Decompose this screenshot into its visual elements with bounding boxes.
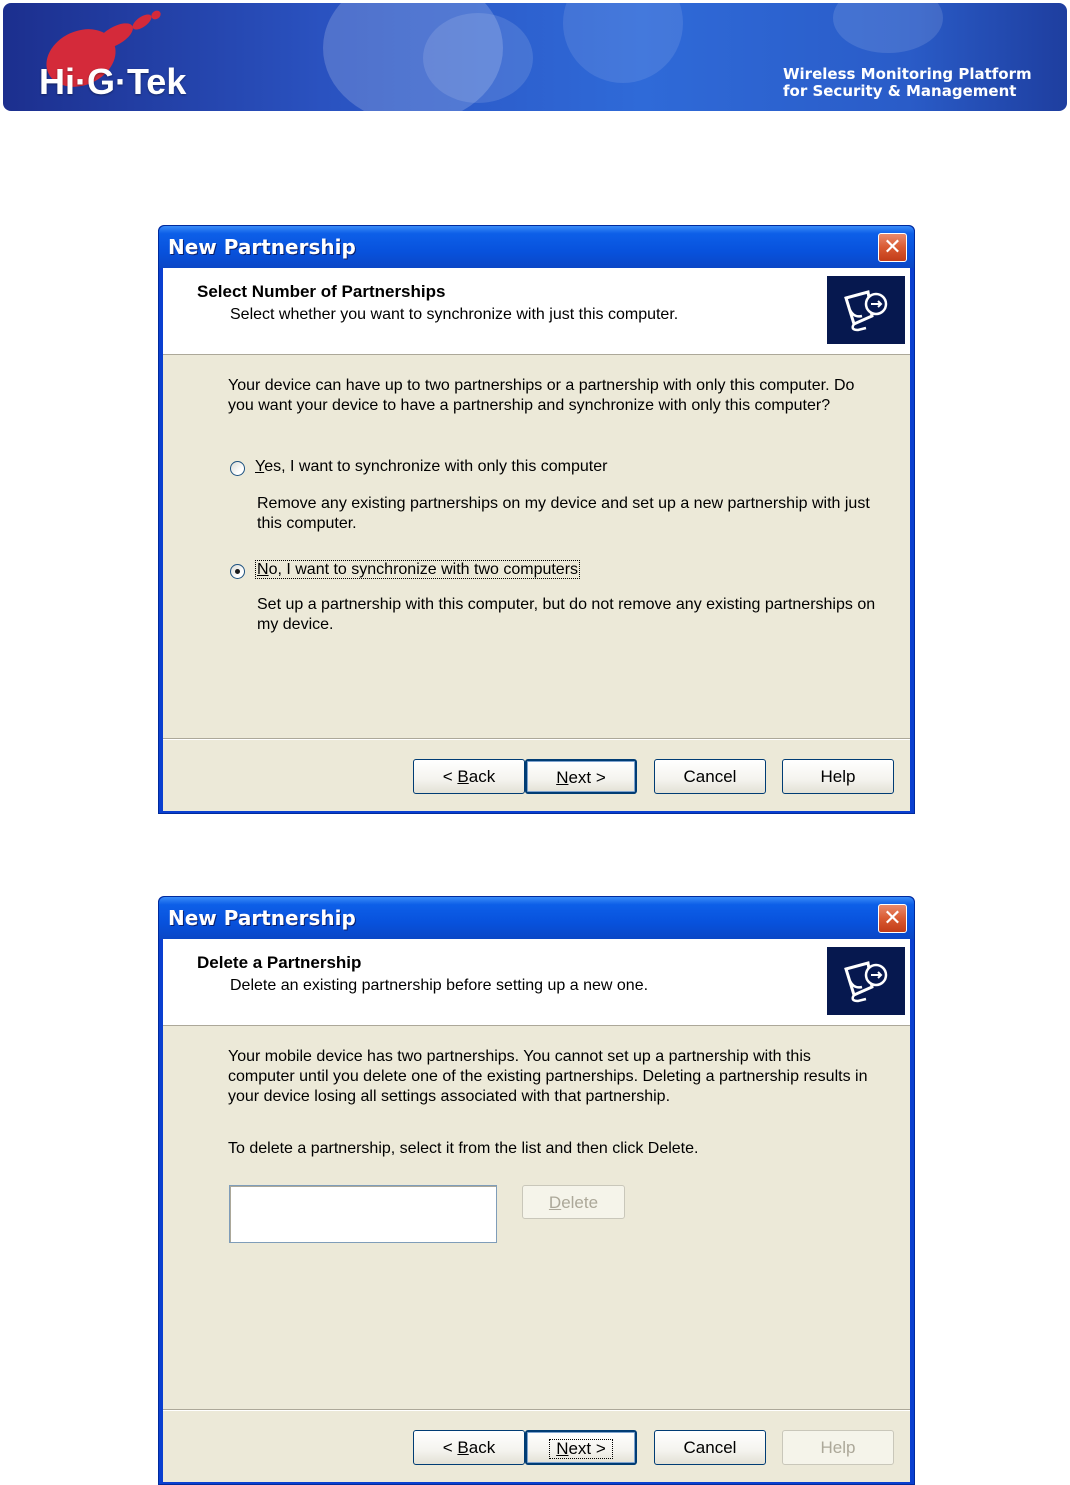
- button-label: ack: [468, 767, 496, 786]
- accelerator-key: D: [548, 1193, 562, 1212]
- brand-logo: Hi·G·Tek: [39, 61, 187, 102]
- radio-no-two-computers[interactable]: [230, 564, 245, 579]
- logo-swoosh-icon: [150, 9, 163, 21]
- button-label: <: [442, 767, 458, 786]
- radio-yes-only-this-computer[interactable]: [230, 461, 245, 476]
- description-line: my device.: [257, 616, 334, 633]
- accelerator-key: B: [457, 1438, 469, 1457]
- button-label: ext >: [568, 768, 606, 787]
- close-icon: ✕: [883, 905, 902, 930]
- close-icon: ✕: [883, 234, 902, 259]
- cancel-button[interactable]: [654, 1430, 766, 1465]
- intro-line: Your mobile device has two partnerships. You cannot set up a partnership with this: [228, 1048, 811, 1065]
- accelerator-key: N: [257, 561, 269, 578]
- button-label: Help: [820, 767, 856, 786]
- accelerator-key: Y: [255, 458, 265, 475]
- wizard-header-subtitle: Select whether you want to synchronize with just this computer.: [230, 306, 679, 323]
- brand-banner: [3, 3, 1067, 111]
- wizard-header: [163, 268, 910, 355]
- button-label: <: [442, 1438, 458, 1457]
- intro-text: [228, 376, 854, 416]
- back-button[interactable]: [413, 759, 525, 794]
- banner-decoration: [423, 13, 533, 103]
- help-button[interactable]: [782, 1430, 894, 1465]
- description-line: this computer.: [257, 515, 357, 532]
- help-button[interactable]: [782, 759, 894, 794]
- radio-label-text: o, I want to synchronize with two computers: [268, 561, 579, 578]
- option-yes-description: [257, 494, 870, 534]
- new-partnership-dialog-delete: [158, 896, 915, 1485]
- next-button[interactable]: [525, 1430, 637, 1465]
- button-separator: [163, 1409, 910, 1411]
- intro-line: computer until you delete one of the existing partnerships. Deleting a partnership results in: [228, 1068, 868, 1085]
- radio-label-text: es, I want to synchronize with only this computer: [264, 458, 608, 475]
- description-line: Remove any existing partnerships on my device and set up a new partnership with just: [257, 495, 870, 512]
- dialog-client: [163, 268, 910, 811]
- button-label: Help: [820, 1438, 856, 1457]
- new-partnership-dialog-select: [158, 225, 915, 814]
- button-label: ack: [468, 1438, 496, 1457]
- banner-decoration: [563, 3, 683, 83]
- button-label: ext >: [568, 1439, 606, 1458]
- wizard-header-subtitle: Delete an existing partnership before setting up a new one.: [230, 977, 649, 994]
- button-label: Cancel: [683, 1438, 737, 1457]
- tagline-line: Wireless Monitoring Platform: [783, 65, 1032, 83]
- intro-line: you want your device to have a partnership and synchronize with only this computer?: [228, 397, 831, 414]
- button-label: elete: [561, 1193, 599, 1212]
- wizard-header: [163, 939, 910, 1026]
- option-no-description: [257, 595, 875, 635]
- wizard-header-title: Delete a Partnership: [197, 953, 362, 972]
- delete-button[interactable]: [522, 1185, 625, 1219]
- title-bar[interactable]: [159, 226, 914, 268]
- brand-tagline: [783, 66, 1032, 100]
- tagline-line: for Security & Management: [783, 82, 1017, 100]
- button-separator: [163, 738, 910, 740]
- intro-text: [228, 1047, 867, 1107]
- dialog-title: New Partnership: [168, 235, 356, 259]
- dialog-client: [163, 939, 910, 1482]
- sync-device-icon: [827, 947, 905, 1015]
- description-line: Set up a partnership with this computer, but do not remove any existing partnerships on: [257, 596, 876, 613]
- partnership-listbox[interactable]: [229, 1185, 497, 1243]
- close-button[interactable]: [878, 233, 907, 262]
- dialog-title: New Partnership: [168, 906, 356, 930]
- accelerator-key: B: [457, 767, 469, 786]
- wizard-header-title: Select Number of Partnerships: [197, 282, 446, 301]
- delete-instruction: To delete a partnership, select it from the list and then click Delete.: [228, 1140, 699, 1157]
- next-button[interactable]: [525, 759, 637, 794]
- accelerator-key: N: [556, 1439, 569, 1458]
- radio-label-no[interactable]: [255, 561, 580, 579]
- intro-line: your device losing all settings associated with that partnership.: [228, 1088, 671, 1105]
- accelerator-key: N: [556, 768, 569, 787]
- cancel-button[interactable]: [654, 759, 766, 794]
- banner-decoration: [833, 3, 943, 53]
- button-label: Cancel: [683, 767, 737, 786]
- radio-label-yes[interactable]: [255, 458, 607, 476]
- close-button[interactable]: [878, 904, 907, 933]
- back-button[interactable]: [413, 1430, 525, 1465]
- title-bar[interactable]: [159, 897, 914, 939]
- sync-device-icon: [827, 276, 905, 344]
- intro-line: Your device can have up to two partnerships or a partnership with only this computer. Do: [228, 377, 855, 394]
